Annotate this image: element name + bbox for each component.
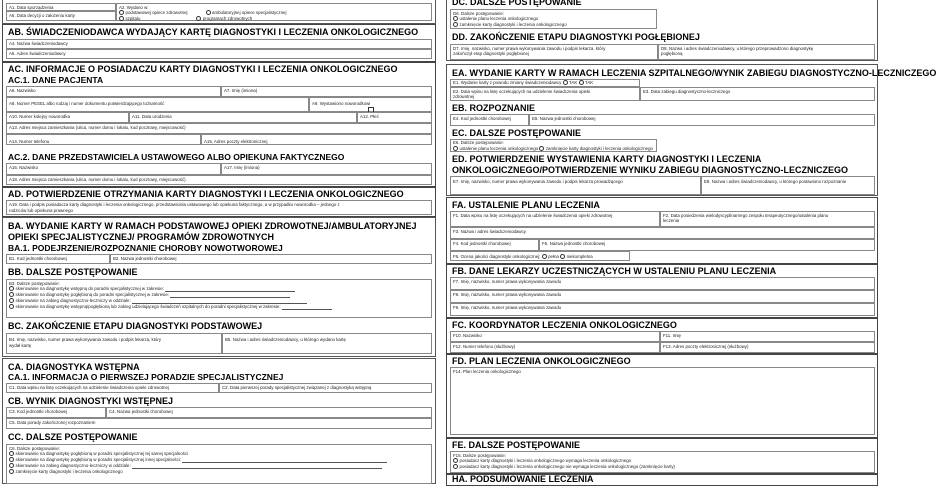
label-a12: A12. Płeć	[360, 114, 379, 119]
b3-option-4-line[interactable]	[282, 309, 332, 310]
label-f6-text: F6. Ocena jakości diagnostyki onkologicznej:	[453, 254, 541, 259]
section-fe-title: FE. DALSZE POSTĘPOWANIE	[452, 440, 581, 450]
section-ea-title: EA. WYDANIE KARTY W RAMACH LECZENIA SZPITALNEGO/WYNIK ZABIEGU DIAGNOSTYCZNO-LECZNICZEGO	[452, 68, 936, 78]
field-a6[interactable]	[6, 86, 221, 97]
c6-option-3-label: skierowanie na zabieg diagnostyczno-leczniczy w oddziale:	[15, 463, 131, 468]
label-a19-line2: rodziców lub opiekuna prawnego	[9, 208, 73, 213]
field-b2[interactable]	[110, 254, 432, 264]
section-ac	[2, 62, 436, 187]
field-f10[interactable]	[450, 331, 660, 342]
section-ba-title: BA. WYDANIE KARTY W RAMACH PODSTAWOWEJ OPIEKI ZDROWOTNEJ/AMBULATORYJNEJ OPIEKI SPECJALISTYCZNEJ/ PROGRAMÓW ZDROWOTNYCH	[8, 221, 417, 242]
f15-option-1[interactable]	[453, 458, 631, 464]
field-f6	[450, 251, 630, 261]
label-f13: F13. Adres poczty elektronicznej (służbowy)	[663, 344, 749, 349]
f6-option-2-label: niekompletna	[566, 254, 593, 259]
label-f2-line1: F2. Data posiedzenia wielodyscyplinarnego zespołu terapeutycznego/ustalenia planu	[663, 213, 829, 218]
field-a11[interactable]	[129, 112, 357, 123]
b3-option-2-label: skierowanie na diagnostykę pogłębioną do poradni specjalistycznej w zakresie:	[15, 292, 170, 297]
radio-a2-opt3[interactable]	[119, 16, 124, 21]
field-a9	[309, 97, 432, 112]
label-e7: E7. Imię, nazwisko, numer prawa wykonywania zawodu i podpis lekarza prowadzącego	[453, 179, 623, 184]
radio-d6-2[interactable]	[453, 22, 458, 27]
radio-b3-4[interactable]	[9, 304, 14, 309]
field-e3[interactable]	[640, 87, 875, 101]
field-f7[interactable]	[450, 277, 875, 290]
label-a2: A2. Wydano w:	[119, 5, 149, 10]
label-b5: B5. Nazwa i adres świadczeniodawcy, u którego wydano kartę	[225, 337, 346, 342]
field-f4[interactable]	[450, 239, 539, 251]
section-ac2-title: AC.2. DANE PRZEDSTAWICIELA USTAWOWEGO ALBO OPIEKUNA FAKTYCZNEGO	[8, 152, 345, 162]
field-a15[interactable]	[201, 134, 432, 145]
section-ac-title: AC. INFORMACJE O POSIADACZU KARTY DIAGNOSTYKI I LECZENIA ONKOLOGICZNEGO	[8, 64, 398, 74]
label-b4-line2: wydał kartę	[9, 342, 32, 348]
label-e6: E6. Dalsze postępowanie:	[453, 140, 504, 145]
field-c5[interactable]	[6, 418, 432, 429]
label-c4: C4. Nazwa jednostki chorobowej	[109, 409, 173, 414]
label-d8-line1: D8. Nazwa i adres świadczeniodawcy, u którego przeprowadzono diagnostykę	[661, 46, 814, 51]
right-column	[446, 0, 936, 484]
radio-f6-full[interactable]	[542, 254, 547, 259]
field-d6	[450, 9, 657, 29]
field-e1	[450, 79, 640, 87]
label-f8: F8. Imię, nazwisko, numer prawa wykonywania zawodu	[453, 292, 562, 297]
e6-option-1-label: ustalenie planu leczenia onkologicznego	[459, 145, 539, 151]
f15-option-1-label: posiadacz karty diagnostyki i leczenia onkologicznego wymaga leczenia onkologicznego	[459, 458, 632, 463]
field-a4[interactable]	[6, 39, 432, 49]
section-ad	[2, 187, 436, 217]
a2-opt2-label: ambulatoryjnej opiece specjalistycznej	[212, 10, 287, 15]
b3-option-2[interactable]	[9, 292, 290, 298]
section-e	[446, 64, 936, 196]
label-d6: D6. Dalsze postępowanie:	[453, 11, 505, 16]
e1-yes-label: TAK	[569, 80, 578, 85]
field-f9[interactable]	[450, 303, 875, 316]
c6-option-1[interactable]	[9, 451, 188, 457]
radio-c6-1[interactable]	[9, 451, 14, 456]
label-f5: F5. Nazwa jednostki chorobowej	[542, 241, 606, 246]
label-e1	[453, 80, 637, 85]
section-cc-title: CC. DALSZE POSTĘPOWANIE	[8, 432, 138, 442]
label-e2-line2: zdrowotnej	[453, 94, 475, 99]
field-f1[interactable]	[450, 211, 660, 227]
label-f14: F14. Plan leczenia onkologicznego	[453, 369, 521, 374]
d6-option-2[interactable]	[453, 22, 567, 28]
c6-option-1-label: skierowanie na diagnostykę pogłębioną w poradni specjalistycznej tej samej specjalności	[15, 451, 189, 456]
section-ba1-title: BA.1. PODEJRZENIE/ROZPOZNANIE CHOROBY NOWOTWOROWEJ	[8, 243, 283, 253]
radio-f15-2[interactable]	[453, 464, 458, 469]
radio-a2-opt4[interactable]	[196, 16, 201, 21]
radio-e1-yes[interactable]	[563, 80, 568, 85]
field-e6	[450, 139, 657, 152]
radio-b3-3[interactable]	[9, 298, 14, 303]
label-f4: F4. Kod jednostki chorobowej	[453, 241, 511, 246]
field-a13[interactable]	[6, 123, 432, 134]
label-a9: A9. Wystawiono noworodkowi	[312, 101, 371, 106]
a2-opt4-label: programach zdrowotnych	[202, 15, 253, 21]
field-f3[interactable]	[450, 227, 875, 239]
c6-option-4[interactable]	[9, 469, 123, 475]
field-a2	[116, 3, 432, 21]
section-fb-title: FB. DANE LEKARZY UCZESTNICZĄCYCH W USTALENIU PLANU LECZENIA	[452, 266, 777, 276]
b3-option-4-label: skierowanie na diagnostykę wstępną/pogłębioną lub zabieg udzielającego świadczeń szpitalnych do poradni specjalistycznej w zakresie:	[15, 304, 281, 309]
section-eb-title: EB. ROZPOZNANIE	[452, 103, 536, 113]
section-ha-title: HA. PODSUMOWANIE LECZENIA	[452, 474, 594, 484]
field-b1[interactable]	[6, 254, 110, 264]
label-a7: A7. Imię (imiona)	[224, 88, 258, 93]
label-c5: C5. Data porady zakończonej rozpoznaniem	[9, 420, 96, 425]
radio-d6-1[interactable]	[453, 16, 458, 21]
field-e7[interactable]	[450, 176, 701, 195]
left-column	[2, 0, 436, 480]
field-d8[interactable]	[658, 44, 875, 60]
c6-option-4-label: zamknięcie karty diagnostyki i leczenia onkologicznego	[15, 469, 123, 474]
label-a8: A8. Numer PESEL albo rodzaj i numer dokumentu potwierdzającego tożsamość	[9, 101, 165, 106]
label-f3: F3. Nazwa i adres świadczeniodawcy	[453, 229, 526, 234]
section-bb-title: BB. DALSZE POSTĘPOWANIE	[8, 267, 138, 277]
a2-options-row2	[119, 16, 252, 22]
c6-option-2-label: skierowanie na diagnostykę pogłębioną w poradni specjalistycznej innej specjalności:	[15, 457, 181, 462]
section-fa-title: FA. USTALENIE PLANU LECZENIA	[452, 200, 600, 210]
label-d7-line1: D7. Imię, nazwisko, numer prawa wykonywania zawodu i podpis lekarza, który	[453, 46, 606, 51]
section-fd-title: FD. PLAN LECZENIA ONKOLOGICZNEGO	[452, 356, 631, 366]
section-dc-title: DC. DALSZE POSTĘPOWANIE	[452, 0, 582, 7]
field-f5[interactable]	[539, 239, 875, 251]
section-ab	[2, 24, 436, 62]
b3-option-3-label: skierowanie na zabieg diagnostyczno-leczniczy w oddziale:	[15, 298, 131, 303]
label-e1-text: E1. Wydanie karty z powodu zmiany świadczeniodawcy	[453, 80, 562, 85]
label-a18: A18. Adres miejsca zamieszkania (ulica, numer domu i lokalu, kod pocztowy, miejscowość)	[9, 177, 186, 182]
label-b2: B2. Nazwa jednostki chorobowej	[113, 256, 177, 261]
section-a	[2, 0, 436, 24]
radio-b3-2[interactable]	[9, 292, 14, 297]
label-a17: A17. Imię (imiona)	[224, 165, 260, 170]
field-b5[interactable]	[222, 333, 432, 354]
field-a5[interactable]	[6, 49, 432, 59]
label-a11: A11. Data urodzenia	[132, 114, 172, 119]
label-c3: C3. Kod jednostki chorobowej	[9, 409, 68, 414]
c6-option-3[interactable]	[9, 463, 382, 469]
f15-option-2[interactable]	[453, 464, 675, 470]
field-a17[interactable]	[221, 163, 432, 175]
field-f2[interactable]	[660, 211, 875, 227]
field-b3	[6, 279, 432, 318]
b3-option-1[interactable]	[9, 286, 295, 292]
label-a1: A1. Data sporządzenia	[9, 5, 54, 10]
label-a14: A14. Numer telefonu	[9, 139, 50, 144]
field-a16[interactable]	[6, 163, 221, 175]
field-e5[interactable]	[529, 114, 875, 126]
label-a13: A13. Adres miejsca zamieszkania (ulica, numer domu i lokalu, kod pocztowy, miejscowość)	[9, 125, 186, 130]
label-a4: A4. Nazwa świadczeniodawcy	[9, 41, 68, 46]
field-a8[interactable]	[6, 97, 309, 112]
label-c1: C1. Data wpisu na listę oczekujących na udzielenie świadczenia opieki zdrowotnej	[9, 385, 169, 390]
radio-f15-1[interactable]	[453, 458, 458, 463]
section-ab-title: AB. ŚWIADCZENIODAWCA WYDAJĄCY KARTĘ DIAGNOSTYKI I LECZENIA ONKOLOGICZNEGO	[8, 27, 419, 37]
label-e5: E5. Nazwa jednostki chorobowej	[532, 116, 596, 121]
label-f6	[453, 254, 627, 259]
radio-f6-incomplete[interactable]	[560, 254, 565, 259]
label-f15: F15. Dalsze postępowanie:	[453, 453, 506, 458]
section-dd-title: DD. ZAKOŃCZENIE ETAPU DIAGNOSTYKI POGŁĘBIONEJ	[452, 32, 700, 42]
field-c2[interactable]	[219, 383, 432, 393]
section-ec-title: EC. DALSZE POSTĘPOWANIE	[452, 128, 582, 138]
e6-options	[453, 146, 653, 152]
label-a10: A10. Numer kolejny noworodka	[9, 114, 71, 119]
c6-option-3-line[interactable]	[132, 468, 382, 469]
field-f11[interactable]	[660, 331, 875, 342]
label-a6: A6. Nazwisko	[9, 88, 36, 93]
b3-option-1-label: skierowanie na diagnostykę wstępną do poradni specjalistycznej w zakresie:	[15, 286, 164, 291]
section-ed-title: ED. POTWIERDZENIE WYSTAWIENIA KARTY DIAGNOSTYKI I LECZENIA ONKOLOGICZNEGO/POTWIERDZENIE WYNIKU ZABIEGU DIAGNOSTYCZNO-LECZNICZEGO	[452, 154, 848, 175]
d6-option-1-label: ustalenie planu leczenia onkologicznego	[459, 16, 539, 21]
f15-option-2-label: posiadacz karty diagnostyki i leczenia onkologicznego nie wymaga leczenia onkologicznego (zamknięcie karty)	[459, 464, 675, 469]
field-c4[interactable]	[106, 407, 432, 418]
field-a1[interactable]	[6, 3, 116, 11]
label-d7-line2: zakończył etap diagnostyki pogłębionej	[453, 51, 529, 56]
field-f15	[450, 451, 875, 473]
a2-opt1-label: podstawowej opiece zdrowotnej	[125, 10, 188, 15]
label-c6: C6. Dalsze postępowanie:	[9, 446, 61, 451]
section-fd	[446, 354, 878, 438]
field-d7[interactable]	[450, 44, 658, 60]
section-fb	[446, 264, 878, 318]
label-e4: E4. Kod jednostki chorobowej	[453, 116, 511, 121]
label-a6-decision: A6. Data decyzji o założeniu karty	[9, 13, 75, 18]
field-c1[interactable]	[6, 383, 219, 393]
label-e2-line1: E2. Data wpisu na listę oczekujących na udzielenie świadczenia opieki	[453, 89, 591, 94]
label-f1: F1. Data wpisu na listę oczekujących na udzielenie świadczenia opieki zdrowotnej	[453, 213, 613, 218]
label-f10: F10. Nazwisko	[453, 333, 482, 338]
field-f13[interactable]	[660, 342, 875, 353]
label-f9: F9. Imię, nazwisko, numer prawa wykonywania zawodu	[453, 305, 562, 310]
label-f7: F7. Imię, nazwisko, numer prawa wykonywania zawodu	[453, 279, 562, 284]
label-f11: F11. Imię	[663, 333, 681, 338]
radio-c6-3[interactable]	[9, 463, 14, 468]
field-c3[interactable]	[6, 407, 106, 418]
radio-c6-2[interactable]	[9, 457, 14, 462]
label-b3: B3. Dalsze postępowanie:	[9, 281, 60, 286]
d6-option-1[interactable]	[453, 16, 538, 22]
field-c6	[6, 444, 432, 484]
label-b1: B1. Kod jednostki chorobowej	[9, 256, 67, 261]
radio-e6-2[interactable]	[539, 146, 544, 151]
f6-option-1-label: pełna	[548, 254, 559, 259]
label-b4-line1: B4. Imię, nazwisko, numer prawa wykonywania zawodu i podpis lekarza, który	[9, 337, 162, 342]
section-d	[446, 0, 878, 61]
label-d8-line2: pogłębioną	[661, 51, 683, 56]
label-a5: A5. Adres świadczeniodawcy	[9, 51, 66, 56]
label-e3: E3. Data zabiegu diagnostyczno-leczniczego	[643, 89, 731, 94]
section-fe	[446, 438, 878, 474]
label-a15: A15. Adres poczty elektronicznej	[204, 139, 268, 144]
field-b4[interactable]	[6, 333, 222, 354]
section-ca1-title: CA.1. INFORMACJA O PIERWSZEJ PORADZIE SPECJALISTYCZNEJ	[8, 372, 284, 382]
section-ca-title: CA. DIAGNOSTYKA WSTĘPNA	[8, 362, 140, 372]
label-f2-line2: leczenia	[663, 218, 680, 223]
field-f12[interactable]	[450, 342, 660, 353]
section-cb-title: CB. WYNIK DIAGNOSTYKI WSTĘPNEJ	[8, 396, 174, 406]
label-e8: E8. Nazwa i adres świadczeniodawcy, u którego postawiono rozpoznanie	[704, 179, 847, 184]
field-a10[interactable]	[6, 112, 129, 123]
field-a19[interactable]	[6, 200, 432, 215]
e1-no-label: TAK	[585, 80, 594, 85]
section-c	[2, 358, 436, 484]
radio-c6-4[interactable]	[9, 469, 14, 474]
label-c2: C2. Data pierwszej porady specjalistycznej związanej z diagnostyką wstępną	[222, 385, 372, 390]
field-e2[interactable]	[450, 87, 640, 101]
field-f8[interactable]	[450, 290, 875, 303]
field-a6-decision-date[interactable]	[6, 11, 116, 21]
field-e8[interactable]	[701, 176, 875, 195]
b3-option-4[interactable]	[9, 304, 332, 310]
b3-option-3[interactable]	[9, 298, 307, 304]
label-a16: A16. Nazwisko	[9, 165, 39, 170]
field-e4[interactable]	[450, 114, 529, 126]
label-a19-line1: A19. Data i podpis posiadacza karty diagnostyki i leczenia onkologicznego, przedstawiciela ustawowego lub opiekuna faktycznego, a w przypadku noworodka – jednego z	[9, 202, 340, 207]
section-fa	[446, 197, 878, 264]
field-a12[interactable]	[357, 112, 432, 123]
section-ad-title: AD. POTWIERDZENIE OTRZYMANIA KARTY DIAGNOSTYKI I LECZENIA ONKOLOGICZNEGO	[8, 189, 404, 199]
field-f14[interactable]	[450, 367, 875, 435]
e6-option-2-label: zamknięcie karty diagnostyki i leczenia onkologicznego	[545, 145, 653, 151]
d6-option-2-label: zamknięcie karty diagnostyki i leczenia onkologicznego	[459, 22, 567, 27]
section-ha	[446, 474, 878, 486]
field-a14[interactable]	[6, 134, 201, 145]
label-f12: F12. Numer telefonu (służbowy)	[453, 344, 516, 349]
section-fc	[446, 318, 878, 354]
field-a7[interactable]	[221, 86, 432, 97]
section-b	[2, 217, 436, 357]
section-ac1-title: AC.1. DANE PACJENTA	[8, 75, 104, 85]
radio-e1-no[interactable]	[579, 80, 584, 85]
radio-e6-1[interactable]	[453, 146, 458, 151]
radio-b3-1[interactable]	[9, 286, 14, 291]
a2-opt3-label: szpitalu	[125, 15, 141, 21]
c6-option-2[interactable]	[9, 457, 387, 463]
section-fc-title: FC. KOORDYNATOR LECZENIA ONKOLOGICZNEGO	[452, 320, 677, 330]
section-bc-title: BC. ZAKOŃCZENIE ETAPU DIAGNOSTYKI PODSTAWOWEJ	[8, 321, 263, 331]
field-a18[interactable]	[6, 175, 432, 185]
